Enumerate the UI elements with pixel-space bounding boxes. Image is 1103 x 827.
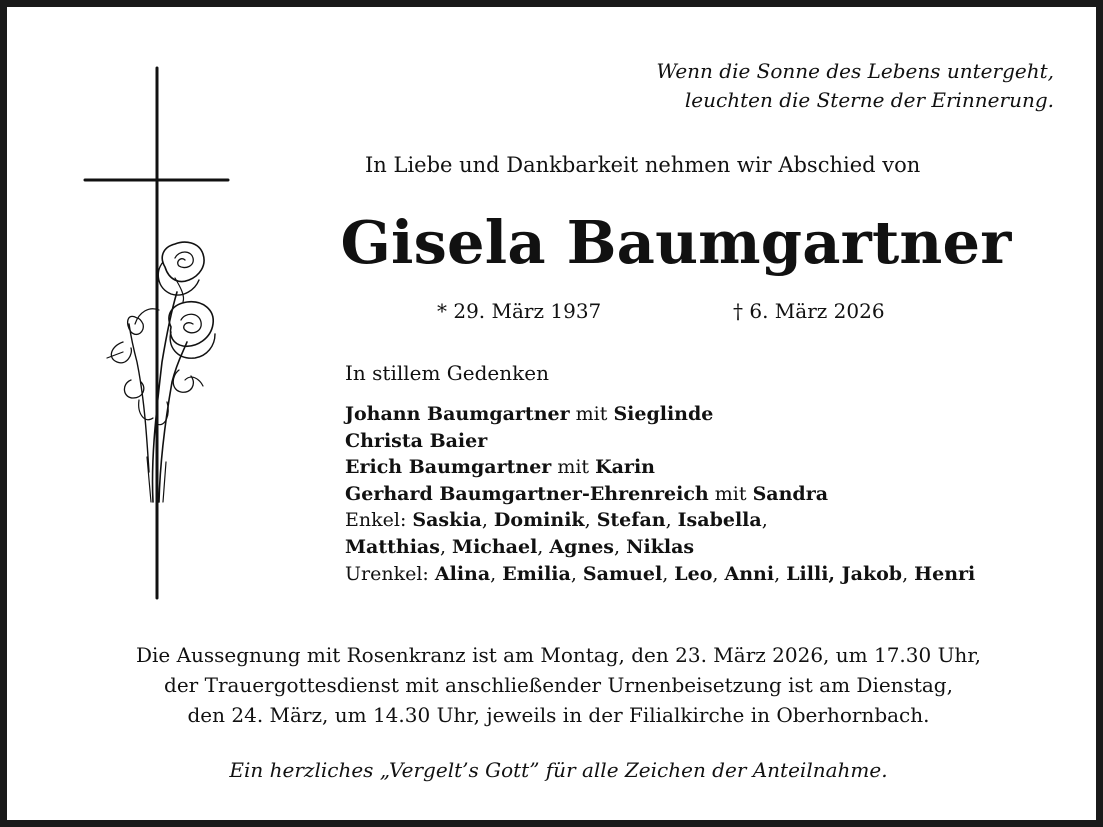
- mourner-name: Leo: [674, 562, 713, 585]
- mourner-name: Henri: [914, 562, 976, 585]
- mourner-name: Johann Baumgartner: [345, 403, 570, 425]
- farewell-intro: In Liebe und Dankbarkeit nehmen wir Abschied von: [365, 153, 921, 177]
- mourner-name: Isabella: [677, 509, 762, 532]
- mourners-list: [345, 401, 975, 587]
- mourner-text: ,: [439, 535, 453, 558]
- cross-with-roses-icon: [67, 62, 247, 607]
- epitaph-line-1: Wenn die Sonne des Lebens untergeht,: [656, 59, 1054, 83]
- mourner-line: [345, 401, 975, 428]
- mourner-line: [345, 454, 975, 481]
- remembrance-heading: In stillem Gedenken: [345, 361, 549, 385]
- mourner-text: ,: [712, 562, 725, 585]
- birth-date: * 29. März 1937: [437, 299, 602, 323]
- mourner-name: Gerhard Baumgartner-Ehrenreich: [345, 482, 709, 505]
- service-line-1: Die Aussegnung mit Rosenkranz ist am Montag, den 23. März 2026, um 17.30 Uhr,: [135, 643, 982, 667]
- mourner-line: [345, 561, 975, 588]
- mourner-line: [345, 481, 975, 508]
- mourner-text: ,: [761, 509, 768, 532]
- mourner-name: Karin: [595, 456, 655, 479]
- mourner-text: ,: [537, 535, 550, 558]
- mourner-text: mit: [569, 403, 614, 425]
- death-date: † 6. März 2026: [733, 299, 885, 323]
- mourner-line: [345, 507, 975, 534]
- mourner-name: Niklas: [626, 535, 695, 558]
- mourner-name: Anni: [724, 562, 775, 585]
- mourner-text: Enkel:: [345, 509, 413, 532]
- mourner-name: Emilia: [502, 562, 571, 585]
- mourner-name: Saskia: [412, 509, 482, 532]
- mourner-name: Michael: [452, 535, 538, 558]
- mourner-name: Lilli, Jakob: [786, 562, 903, 585]
- mourner-name: Matthias: [345, 535, 440, 558]
- mourner-name: Agnes: [549, 535, 615, 558]
- mourner-name: Stefan: [596, 509, 666, 532]
- mourner-text: mit: [551, 456, 596, 479]
- mourner-text: ,: [774, 562, 787, 585]
- mourner-name: Dominik: [493, 509, 585, 532]
- mourner-text: Urenkel:: [345, 562, 435, 585]
- mourner-name: Alina: [434, 562, 491, 585]
- mourner-name: Samuel: [582, 562, 663, 585]
- mourner-text: ,: [902, 562, 915, 585]
- mourner-text: mit: [708, 482, 753, 505]
- mourner-name: Erich Baumgartner: [345, 456, 552, 479]
- service-line-3: den 24. März, um 14.30 Uhr, jeweils in der Filialkirche in Oberhornbach.: [187, 703, 930, 727]
- mourner-text: ,: [665, 509, 678, 532]
- service-info: [7, 640, 1103, 730]
- mourner-text: ,: [490, 562, 503, 585]
- mourner-line: [345, 534, 975, 561]
- mourner-text: ,: [570, 562, 583, 585]
- mourner-name: Sandra: [752, 482, 829, 505]
- mourner-text: ,: [614, 535, 627, 558]
- mourner-line: [345, 428, 975, 455]
- mourner-name: Sieglinde: [613, 403, 714, 425]
- mourner-text: ,: [662, 562, 675, 585]
- mourner-text: ,: [481, 509, 494, 532]
- epitaph-line-2: leuchten die Sterne der Erinnerung.: [684, 88, 1054, 112]
- deceased-name: Gisela Baumgartner: [340, 208, 1012, 277]
- service-line-2: der Trauergottesdienst mit anschließender Urnenbeisetzung ist am Dienstag,: [164, 673, 953, 697]
- mourner-text: ,: [584, 509, 597, 532]
- mourner-name: Christa Baier: [345, 429, 488, 452]
- thanks-line: Ein herzliches „Vergelt’s Gott” für alle Zeichen der Anteilnahme.: [229, 758, 888, 782]
